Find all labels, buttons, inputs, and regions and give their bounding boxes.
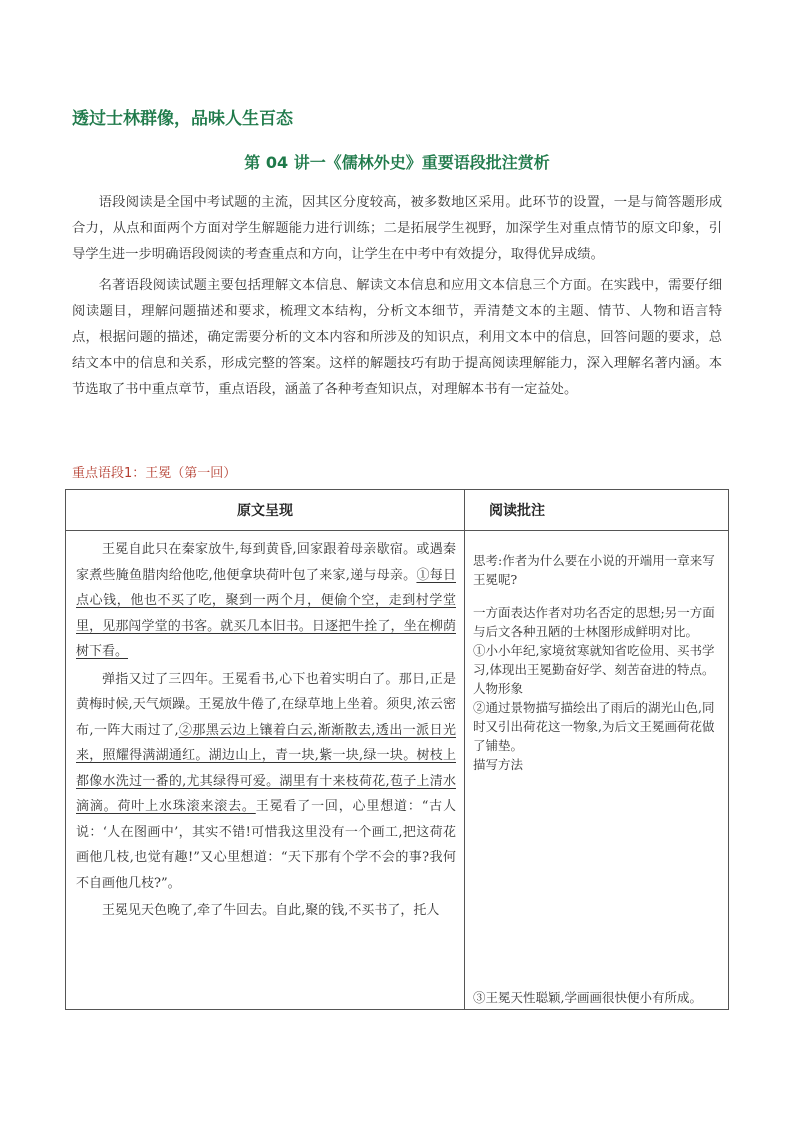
note-1: ①小小年纪,家境贫寒就知省吃俭用、买书学习,体现出王冕勤奋好学、刻苦奋进的特点。 xyxy=(473,643,715,677)
note-3: ③王冕天性聪颖,学画画很快便小有所成。 xyxy=(473,990,702,1005)
note-2: ②通过景物描写描绘出了雨后的湖光山色,同时又引出荷花这一物象,为后文王冕画荷花做了铺垫。 xyxy=(473,700,715,753)
table-content-row xyxy=(66,531,729,1010)
original-text-span: 王冕自此只在秦家放牛,每到黄昏,回家跟着母亲歇宿。或遇秦家煮些腌鱼腊肉给他吃,他便拿块荷叶包了来家,递与母亲。 xyxy=(76,542,456,583)
lecture-title: 第 04 讲一《儒林外史》重要语段批注赏析 xyxy=(244,153,550,172)
note-spacer xyxy=(473,589,722,603)
original-text-cell xyxy=(66,531,465,1010)
intro-paragraph-2: 名著语段阅读试题主要包括理解文本信息、解读文本信息和应用文本信息三个方面。在实践中，需要仔细阅读题目，理解问题描述和要求，梳理文本结构，分析文本细节，弄清楚文本的主题、情节、人物和语言特点，根据问题的描述，确定需要分析的文本内容和所涉及的知识点，利用文本中的信息，回答问题的要求，总结文本中的信息和关系，形成完整的答案。这样的解题技巧有助于提高阅读理解能力，深入理解名著内涵。本节选取了书中重点章节，重点语段，涵盖了各种考查知识点，对理解本书有一定益处。 xyxy=(72,278,722,397)
column-header-notes: 阅读批注 xyxy=(465,490,729,531)
underlined-passage-2: ②那黑云边上镶着白云,渐渐散去,透出一派日光来，照耀得满湖通红。湖边山上，青一块,紫一块,绿一块。树枝上都像水洗过一番的,尤其绿得可爱。湖里有十来枝荷花,苞子上清水滴滴。荷叶上水珠滚来滚去。 xyxy=(76,722,457,814)
underlined-passage-1: ①每日点心钱，他也不买了吃，聚到一两个月，便偷个空，走到村学堂里，见那闯学堂的书客。就买几本旧书。日逐把牛拴了，坐在柳荫树下看。 xyxy=(76,567,456,659)
original-paragraph-2 xyxy=(76,667,456,897)
intro-section xyxy=(72,190,722,408)
series-subtitle: 透过士林群像，品味人生百态 xyxy=(72,109,293,129)
passage-table xyxy=(65,489,729,1010)
original-paragraph-1 xyxy=(76,537,456,665)
section-label: 重点语段1：王冕（第一回） xyxy=(72,466,237,481)
original-text-span: 王冕看了一回，心里想道：“古人说：‘人在图画中’，其实不错!可惜我这里没有一个画工,把这荷花画他几枝,也觉有趣!”又心里想道：“天下那有个学不会的事?我何不自画他几枝?”。 xyxy=(76,799,456,891)
intro-paragraph-1: 语段阅读是全国中考试题的主流，因其区分度较高，被多数地区采用。此环节的设置，一是与简答题形成合力，从点和面两个方面对学生解题能力进行训练；二是拓展学生视野，加深学生对重点情节的原文印象，引导学生进一步明确语段阅读的考查重点和方向，让学生在中考中有效提分，取得优异成绩。 xyxy=(72,195,722,262)
note-answer: 一方面表达作者对功名否定的思想;另一方面与后文各种丑陋的士林图形成鲜明对比。 xyxy=(473,605,715,639)
column-header-original: 原文呈现 xyxy=(66,490,465,531)
note-question: 思考:作者为什么要在小说的开端用一章来写王冕呢? xyxy=(473,553,715,587)
note-2-tag: 描写方法 xyxy=(473,757,524,772)
note-1-tag: 人物形象 xyxy=(473,681,524,696)
original-text-span: 弹指又过了三四年。王冕看书,心下也着实明白了。那日,正是黄梅时候,天气烦躁。王冕放牛倦了,在绿草地上坐着。须臾,浓云密布,一阵大雨过了, xyxy=(76,671,456,738)
table-header-row xyxy=(66,490,729,531)
original-paragraph-3: 王冕见天色晚了,牵了牛回去。自此,聚的钱,不买书了，托人 xyxy=(102,903,440,918)
notes-cell xyxy=(465,531,729,1010)
